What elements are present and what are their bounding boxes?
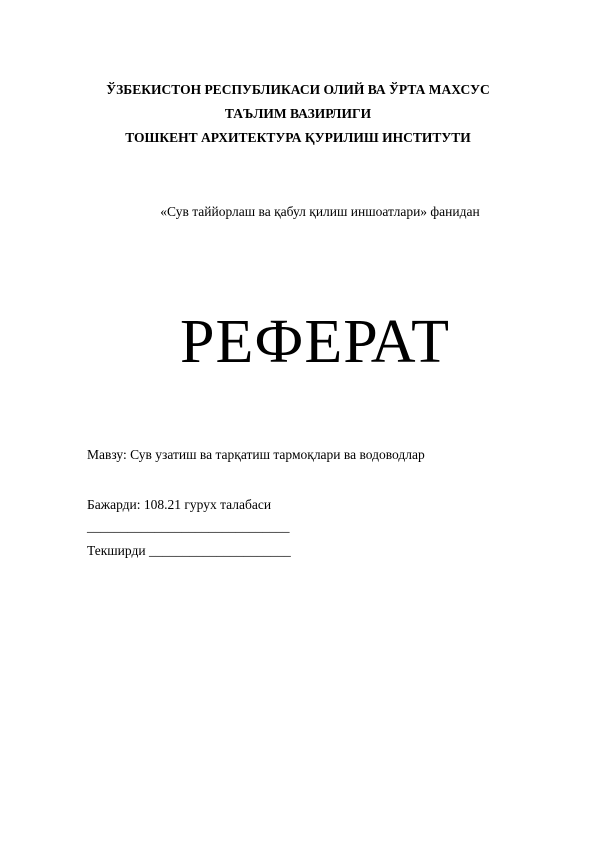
- institute-heading: ТОШКЕНТ АРХИТЕКТУРА ҚУРИЛИШ ИНСТИТУТИ: [125, 130, 471, 145]
- subject-line: «Сув таййорлаш ва қабул қилиш иншоатлари» фанидан: [160, 204, 480, 219]
- performed-by-signature-blank: ______________________________: [87, 519, 290, 534]
- performed-by-line: Бажарди: 108.21 гурух талабаси: [87, 497, 272, 512]
- ministry-heading-line2: ТАЪЛИМ ВАЗИРЛИГИ: [224, 106, 372, 121]
- checked-by-line: Текширди _____________________: [87, 543, 291, 558]
- document-title: РЕФЕРАТ: [180, 308, 450, 376]
- topic-line: Мавзу: Сув узатиш ва тарқатиш тармоқлари ва водоводлар: [87, 447, 425, 462]
- ministry-heading-line1: ЎЗБЕКИСТОН РЕСПУБЛИКАСИ ОЛИЙ ВА ЎРТА МАХСУС: [106, 82, 490, 97]
